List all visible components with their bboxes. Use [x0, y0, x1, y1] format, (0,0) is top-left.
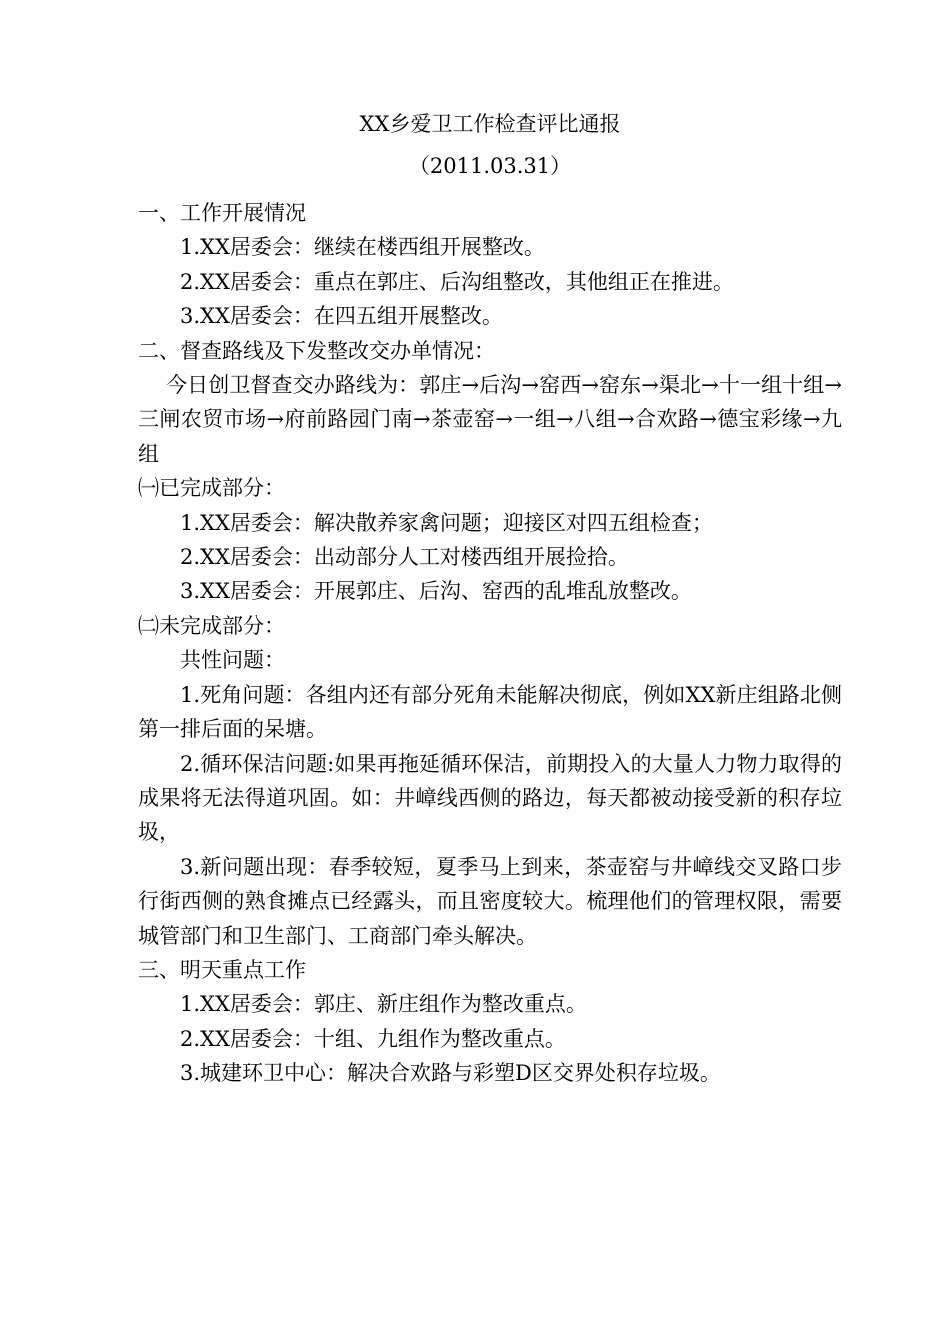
issue-item: 1.死角问题：各组内还有部分死角未能解决彻底，例如XX新庄组路北侧第一排后面的呆塘。	[138, 682, 842, 742]
completed-heading: ㈠已完成部分：	[138, 476, 285, 501]
completed-item: 1.XX居委会：解决散养家禽问题；迎接区对四五组检查；	[180, 510, 713, 535]
section-1-item: 2.XX居委会：重点在郭庄、后沟组整改，其他组正在推进。	[180, 269, 734, 294]
section-1-heading: 一、工作开展情况	[138, 201, 306, 225]
section-2-heading: 二、督查路线及下发整改交办单情况：	[138, 338, 495, 363]
document-date: （2011.03.31）	[408, 154, 572, 178]
common-issues-heading: 共性问题：	[180, 648, 285, 673]
section-3-item: 1.XX居委会：郭庄、新庄组作为整改重点。	[180, 992, 587, 1017]
completed-item: 3.XX居委会：开展郭庄、后沟、窑西的乱堆乱放整改。	[180, 579, 692, 604]
issue-item: 2.循环保洁问题:如果再拖延循环保洁，前期投入的大量人力物力取得的成果将无法得道巩固。如：井嶂线西侧的路边，每天都被动接受新的积存垃圾，	[138, 751, 842, 845]
section-3-item: 3.城建环卫中心：解决合欢路与彩塑D区交界处积存垃圾。	[180, 1061, 721, 1086]
document-page	[138, 106, 842, 1091]
issue-item: 3.新问题出现：春季较短，夏季马上到来，茶壶窑与井嶂线交叉路口步行街西侧的熟食摊点已经露头，而且密度较大。梳理他们的管理权限，需要城管部门和卫生部门、工商部门牵头解决。	[138, 854, 842, 948]
uncompleted-heading: ㈡未完成部分：	[138, 613, 285, 638]
completed-item: 2.XX居委会：出动部分人工对楼西组开展捡拾。	[180, 545, 629, 570]
section-3-item: 2.XX居委会：十组、九组作为整改重点。	[180, 1026, 566, 1051]
section-1-item: 3.XX居委会：在四五组开展整改。	[180, 304, 503, 329]
section-3-heading: 三、明天重点工作	[138, 957, 306, 982]
document-title: XX乡爱卫工作检查评比通报	[359, 112, 621, 136]
inspection-route: 今日创卫督查交办路线为：郭庄→后沟→窑西→窑东→渠北→十一组十组→三闸农贸市场→府前路园门南→茶壶窑→一组→八组→合欢路→德宝彩缘→九组	[138, 373, 842, 466]
section-1-item: 1.XX居委会：继续在楼西组开展整改。	[180, 235, 545, 260]
